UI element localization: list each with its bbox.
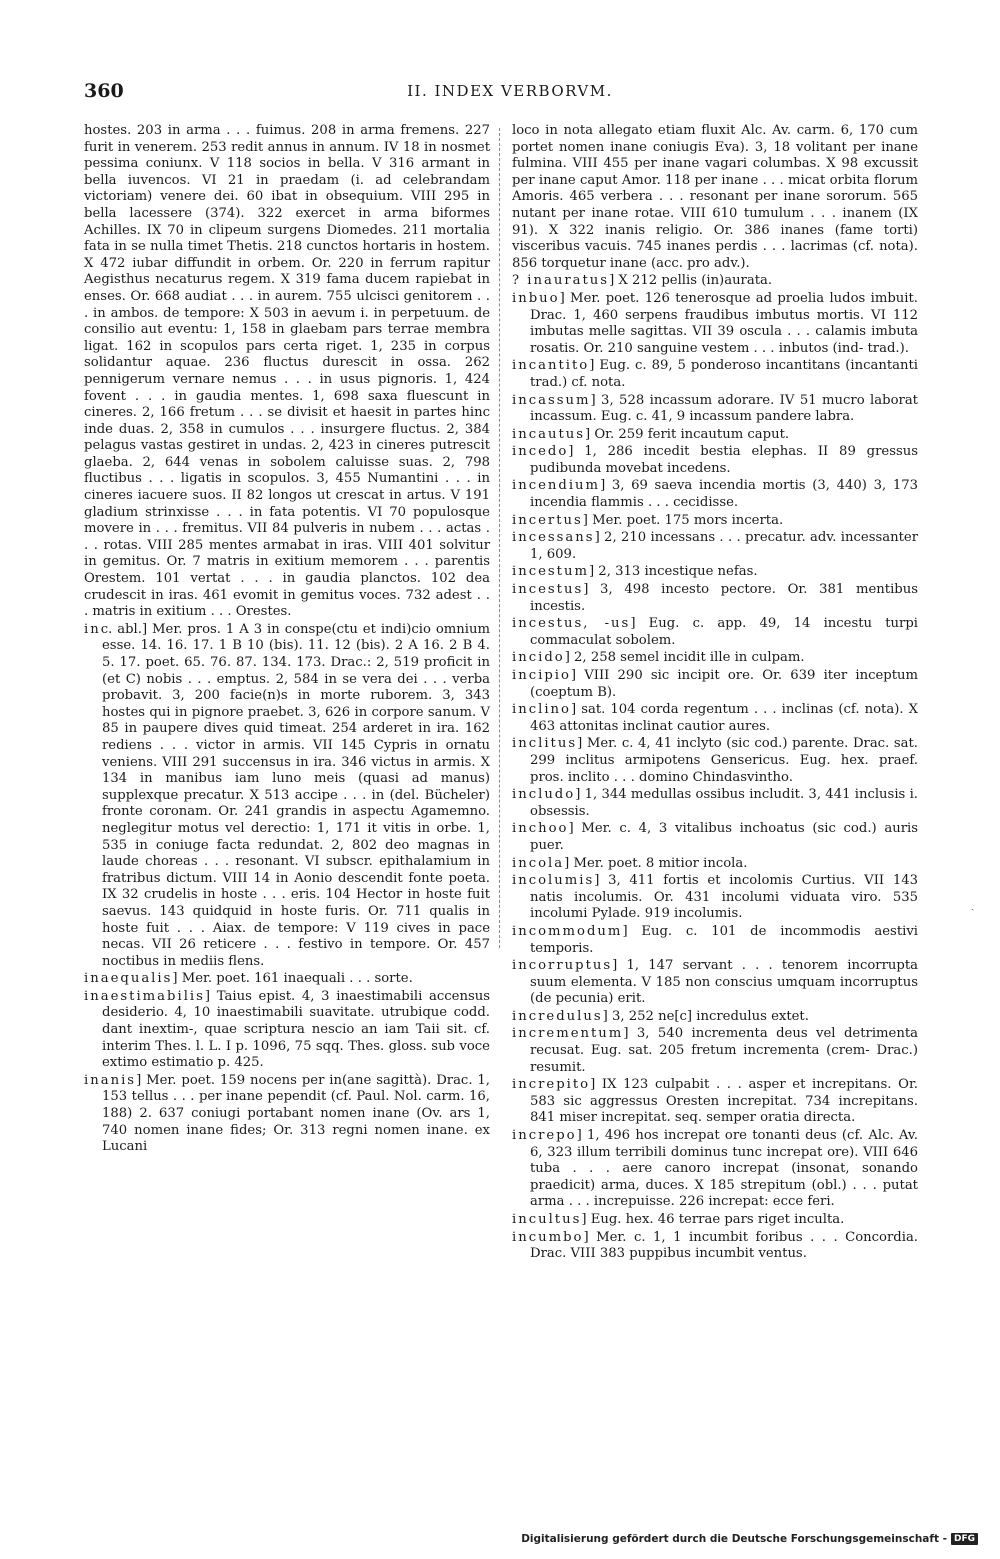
index-entry xyxy=(512,444,918,477)
entry-text: ] Mer. poet. 159 nocens per in(ane sagittà). Drac. 1, 153 tellus . . . per inane pependit (cf. Paul. Nol. carm. 16, 188) 2. 637 coniugi portabant nomen inane (Ov. ars 1, 740 nomen inane fides; Or. 313 regni nomen inane. ex Lucani xyxy=(102,1072,490,1155)
entry-text: ] VIII 290 sic incipit ore. Or. 639 iter inceptum (coeptum B). xyxy=(530,668,918,700)
entry-text: c. abl.] Mer. pros. 1 A 3 in conspe(ctu et indi)cio omnium esse. 14. 16. 17. 1 B 10 (bis). 11. 12 (bis). 2 A 16. 2 B 4. 5. 17. poet. 65. 76. 87. 134. 173. Drac.: 2, 519 proficit in (et C) nobis . . . emptus. 2, 584 in se vera dei . . . verba probavit. 3, 200 facie(n)s in morte ruborem. 3, 343 hostes qui in pignore praebet. 3, 626 in corpore sanum. V 85 in paupere dives quid timeat. 254 arderet in ira. 162 rediens . . . victor in armis. VII 145 Cypris in ornatu veniens. VIII 291 succensus in ira. 346 victus in armis. X 134 in manibus iam luno meis (quasi ad manus) supplexque precatur. X 513 accipe . . . in (del. Bücheler) fronte coronam. Or. 241 grandis in aspectu Agamemno. neglegitur motus vel derectio: 1, 171 it vitis in orbe. 1, 535 in coniuge facta redundat. 2, 802 deo magnas in laude choreas . . . resonant. VI subscr. epithalamium in fratribus dictum. VIII 14 in Aonio descendit fonte poeta. IX 32 crudelis in hoste . . . eris. 104 Hector in hoste fuit saevus. 143 quidquid in hoste furis. Or. 711 qualis in hoste fuit . . . Aiax. de tempore: V 119 cives in pace necas. VII 26 reticere . . . festivo in tempore. Or. 457 noctibus in mediis flens. xyxy=(100,621,490,969)
entry-text: ] Mer. poet. 126 tenerosque ad proelia ludos imbuit. Drac. 1, 460 serpens fraudibus imbutus mortis. VI 112 imbutas melle sagittas. VII 39 oscula . . . calamis imbuta rosatis. Or. 210 sanguine vestem . . . inbutos (ind- trad.). xyxy=(530,290,918,356)
index-entry xyxy=(512,358,918,391)
index-entry xyxy=(512,273,918,290)
entry-text: ] IX 123 culpabit . . . asper et increpitans. Or. 583 sic aggressus Oresten increpitat. 734 increpitans. 841 miser increpitat. seq. semper oratia directa. xyxy=(530,1077,918,1126)
entry-text: ] sat. 104 corda regentum . . . inclinas (cf. nota). X 463 attonitas inclinat cautior aures. xyxy=(530,702,918,734)
index-entry xyxy=(84,971,490,988)
entry-lemma: ? inauratus xyxy=(512,273,610,289)
entry-lemma: increpo xyxy=(512,1128,577,1144)
page-number: 360 xyxy=(84,80,124,102)
footer xyxy=(521,1533,978,1545)
entry-lemma: increpito xyxy=(512,1077,591,1093)
entry-text: ] 3, 252 ne[c] incredulus extet. xyxy=(602,1008,809,1024)
entry-lemma: incrementum xyxy=(512,1026,624,1042)
index-entry xyxy=(512,1128,918,1211)
entry-lemma: inanis xyxy=(84,1072,137,1088)
entry-lemma: incantito xyxy=(512,358,590,374)
entry-lemma: inbuo xyxy=(512,290,560,306)
index-entry xyxy=(512,530,918,563)
index-entry xyxy=(84,123,490,621)
entry-lemma: inchoo xyxy=(512,821,569,837)
index-entry xyxy=(512,393,918,426)
entry-lemma: incido xyxy=(512,650,565,666)
index-entry xyxy=(512,616,918,649)
entry-lemma: incultus xyxy=(512,1212,582,1227)
index-entry xyxy=(512,821,918,854)
index-entry xyxy=(84,989,490,1072)
entry-lemma: incertus xyxy=(512,512,583,528)
entry-lemma: incommodum xyxy=(512,923,623,939)
left-column xyxy=(84,123,490,1157)
entry-text: ] 3, 498 incesto pectore. Or. 381 mentibus incestis. xyxy=(530,582,918,614)
index-entry xyxy=(512,702,918,735)
entry-lemma: incolumis xyxy=(512,873,595,889)
index-entry xyxy=(512,1026,918,1076)
entry-text: ] Mer. c. 4, 3 vitalibus inchoatus (sic cod.) auris puer. xyxy=(530,821,918,853)
index-entry xyxy=(512,564,918,581)
entry-text: ] 1, 147 servant . . . tenorem incorrupta suum elementa. V 185 non conscius umquam incorruptus (de pecunia) erit. xyxy=(530,958,918,1007)
index-entry xyxy=(512,513,918,530)
right-column xyxy=(512,123,918,1264)
entry-text: ] Mer. poet. 8 mitior incola. xyxy=(564,855,748,871)
entry-text: ] Mer. c. 4, 41 inclyto (sic cod.) parente. Drac. sat. 299 inclitus armipotens Gensericus. Eug. hex. praef. pros. inclito . . . domino Chindasvintho. xyxy=(530,736,918,785)
entry-lemma: incipio xyxy=(512,668,571,683)
entry-text: ] Eug. c. 101 de incommodis aestivi temporis. xyxy=(530,923,918,956)
entry-text: ] 2, 258 semel incidit ille in culpam. xyxy=(564,650,805,666)
column-divider xyxy=(499,128,500,948)
index-entry xyxy=(512,427,918,444)
index-entry xyxy=(512,1212,918,1229)
index-entry xyxy=(84,1073,490,1156)
entry-text: ] 1, 496 hos increpat ore tonanti deus (cf. Alc. Av. 6, 323 illum terribili dominus tunc increpat ore). VIII 646 tuba . . . aere canoro increpat (insonat, sonando praedicit) arma, duces. X 185 strepitum (obl.) . . . putat arma . . . increpuisse. 226 increpat: ecce feri. xyxy=(530,1128,918,1210)
entry-text: ] Mer. poet. 175 mors incerta. xyxy=(582,512,784,528)
running-title: II. INDEX VERBORVM. xyxy=(407,82,613,100)
entry-text: ] X 212 pellis (in)aurata. xyxy=(609,273,773,289)
entry-text: ] Eug. hex. 46 terrae pars riget inculta. xyxy=(581,1212,845,1227)
index-entry xyxy=(512,924,918,957)
entry-lemma: incredulus xyxy=(512,1008,603,1024)
index-entry xyxy=(512,873,918,923)
entry-text: ] 3, 528 incassum adorare. IV 51 mucro laborat incassum. Eug. c. 41, 9 incassum pandere labra. xyxy=(530,392,918,425)
entry-lemma: inclitus xyxy=(512,736,578,752)
entry-text: ] Eug. c. app. 49, 14 incestu turpi commaculat sobolem. xyxy=(530,616,918,648)
entry-text: ] Taius epist. 4, 3 inaestimabili accensus desiderio. 4, 10 inaestimabili suavitate. utrubique codd. dant inextim-, quae scriptura nescio an iam Taii sit. cf. interim Thes. l. L. I p. 1096, 75 sqq. Thes. gloss. sub voce extimo estimatio p. 425. xyxy=(102,988,490,1071)
entry-lemma: includo xyxy=(512,787,576,803)
index-entry xyxy=(512,291,918,357)
index-entry xyxy=(512,856,918,873)
entry-lemma: incedo xyxy=(512,444,569,460)
index-entry xyxy=(512,736,918,786)
entry-text: ] 3, 411 fortis et incolomis Curtius. VII 143 natis incolumis. Or. 431 incolumi viduata viro. 535 incolumi Pylade. 919 incolumis. xyxy=(530,873,918,922)
entry-lemma: incessans xyxy=(512,530,595,546)
index-entry xyxy=(512,650,918,667)
entry-text: ] 3, 69 saeva incendia mortis (3, 440) 3, 173 incendia flammis . . . cecidisse. xyxy=(530,478,918,511)
index-entry xyxy=(512,123,918,272)
entry-lemma: incestus, -us xyxy=(512,616,631,632)
index-entry xyxy=(512,668,918,701)
entry-lemma: incassum xyxy=(512,392,591,408)
entry-text: ] 1, 344 medullas ossibus includit. 3, 441 inclusis i. obsessis. xyxy=(530,787,918,819)
entry-lemma: in xyxy=(84,621,101,637)
entry-lemma: incola xyxy=(512,855,565,871)
entry-text: ] Mer. poet. 161 inaequali . . . sorte. xyxy=(172,971,413,987)
index-entry xyxy=(512,1230,918,1263)
entry-lemma: incendium xyxy=(512,478,601,494)
entry-text: ] Mer. c. 1, 1 incumbit foribus . . . Concordia. Drac. VIII 383 puppibus incumbit ventus. xyxy=(530,1229,918,1262)
entry-lemma: inaestimabilis xyxy=(84,988,205,1004)
entry-text: ] Eug. c. 89, 5 ponderoso incantitans (incantanti trad.) cf. nota. xyxy=(530,358,918,390)
entry-text: ] Or. 259 ferit incautum caput. xyxy=(585,426,790,442)
entry-text: ] 3, 540 incrementa deus vel detrimenta recusat. Eug. sat. 205 fretum incrementa (crem- Drac.) resumit. xyxy=(530,1026,918,1075)
entry-lemma: incestum xyxy=(512,564,589,580)
index-entry xyxy=(512,478,918,511)
entry-text: loco in nota allegato etiam fluxit Alc. Av. carm. 6, 170 cum portet nomen inane coniugis Eva). 3, 18 volitant per inane fulmina. VIII 455 per inane vagari columbas. X 98 excussit per inane caput Amor. 118 per inane . . . micat orbita florum Amoris. 465 verbera . . . resonant per inane sororum. 565 nutant per inane rotae. VIII 610 tumulum . . . inanem (IX 91). X 322 inanis religio. Or. 386 inanes (fame torti) visceribus vacuis. 745 inanes perdis . . . lacrimas (cf. nota). 856 torquetur inane (acc. pro adv.). xyxy=(512,123,918,271)
entry-text: ] 2, 313 incestique nefas. xyxy=(588,564,758,580)
entry-lemma: incorruptus xyxy=(512,958,613,974)
digitization-credit: Digitalisierung gefördert durch die Deutsche Forschungsgemeinschaft - xyxy=(521,1533,947,1545)
index-entry xyxy=(512,1009,918,1026)
entry-text: ] 2, 210 incessans . . . precatur. adv. incessanter 1, 609. xyxy=(530,530,918,562)
index-entry xyxy=(512,958,918,1008)
page-header xyxy=(80,80,940,104)
scan-mark: ˏ xyxy=(971,900,975,911)
index-entry xyxy=(512,787,918,820)
index-entry xyxy=(84,622,490,970)
index-entry xyxy=(512,1077,918,1127)
dfg-logo: DFG xyxy=(951,1533,978,1545)
entry-text: ] 1, 286 incedit bestia elephas. II 89 gressus pudibunda movebat incedens. xyxy=(530,444,918,476)
entry-lemma: inclino xyxy=(512,702,571,718)
entry-lemma: incestus xyxy=(512,582,584,598)
entry-lemma: incumbo xyxy=(512,1229,584,1245)
entry-lemma: incautus xyxy=(512,426,586,442)
entry-lemma: inaequalis xyxy=(84,971,173,987)
index-entry xyxy=(512,582,918,615)
entry-text: hostes. 203 in arma . . . fuimus. 208 in arma fremens. 227 furit in venerem. 253 redit annus in annum. IV 18 in nosmet pessima coniunx. V 118 socios in bella. V 316 armant in bella iuvencos. VI 21 in praedam (i. ad celebrandam victoriam) venere dei. 60 ibat in obsequium. VIII 295 in bella lacessere (374). 322 exercet in arma biformes Achilles. IX 70 in clipeum surgens Diomedes. 211 mortalia fata in se nulla timet Thetis. 218 cunctos hortaris in hostem. X 472 iubar diffundit in orbem. Or. 220 in ferrum rapitur Aegisthus necaturus regem. X 319 fama ducem rapiebat in enses. Or. 668 audiat . . . in aurem. 755 ulcisci genitorem . . . in ambos. de tempore: X 503 in aevum i. in perpetuum. de consilio aut eventu: 1, 158 in glaebam pars terrae membra ligat. 162 in scopulos pars certa riget. 1, 235 in corpus solidantur aquae. 236 fluctus durescit in ossa. 262 pennigerum vernare nemus . . . in usus pignoris. 1, 424 fovent . . . in gaudia mentes. 1, 698 saxa fluescunt in cineres. 2, 166 fretum . . . se divisit et haesit in partes hinc inde duas. 2, 358 in cumulos . . . insurgere fluctus. 2, 384 pelagus vastas gestiret in undas. 2, 423 in cineres putrescit glaeba. 2, 644 venas in sobolem caluisse suas. 2, 798 fluctibus . . . ligatis in scopulos. 3, 455 Numantini . . . in cineres iacuere suos. II 82 longos ut crescat in artus. V 191 gladium strinxisse . . . in fata potentis. VI 70 populosque movere in . . . fremitus. VII 84 pulveris in nubem . . . actas . . . rotas. VIII 285 mentes armabat in iras. VIII 401 solvitur in gemitus. Or. 7 matris in exitium memorem . . . parentis Orestem. 101 vertat . . . in gaudia planctos. 102 dea crudescit in iras. 461 evomit in gemitus voces. 732 adest . . . matris in exitium . . . Orestes. xyxy=(84,123,490,620)
